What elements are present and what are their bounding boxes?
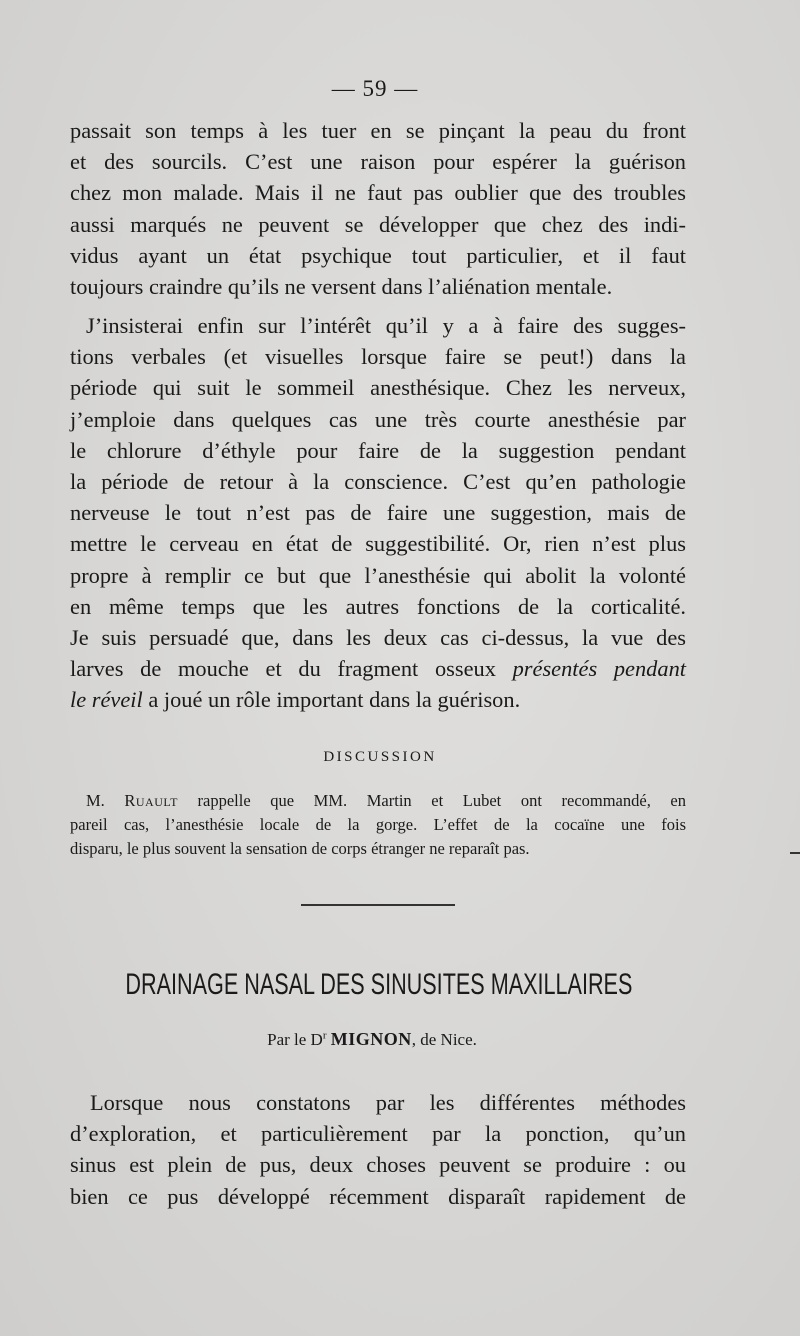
text-line: propre à remplir ce but que l’anesthésie qui abolit la volonté <box>70 562 686 588</box>
text-line: période qui suit le sommeil anesthésique. Chez les nerveux, <box>70 375 686 401</box>
text-line: mettre le cerveau en état de suggestibilité. Or, rien n’est plus <box>70 531 686 557</box>
discussion-paragraph <box>70 789 686 861</box>
text-line: Lorsque nous constatons par les différentes méthodes <box>90 1090 686 1115</box>
paragraph-article-intro <box>70 1087 686 1212</box>
paragraph-continuation <box>70 115 686 302</box>
section-divider <box>301 904 455 906</box>
author-name: MIGNON <box>330 1029 412 1049</box>
text-line: sinus est plein de pus, deux choses peuvent se produire : ou <box>70 1152 686 1178</box>
text-line: Je suis persuadé que, dans les deux cas ci-dessus, la vue des <box>70 625 686 651</box>
text-line: toujours craindre qu’ils ne versent dans l’aliénation mentale. <box>70 274 613 300</box>
margin-mark <box>790 852 800 854</box>
byline-suffix: , de Nice. <box>411 1030 477 1049</box>
text-line: nerveuse le tout n’est pas de faire une suggestion, mais de <box>70 500 686 526</box>
text-line: J’insisterai enfin sur l’intérêt qu’il y a à faire des sugges- <box>86 313 686 338</box>
italic-text: présentés pendant <box>512 656 686 682</box>
text-span: larves de mouche et du fragment osseux <box>70 656 513 682</box>
italic-text: le réveil <box>70 687 143 713</box>
text-line: d’exploration, et particulièrement par la ponction, qu’un <box>70 1121 686 1147</box>
paragraph-suggestion <box>70 310 686 716</box>
text-line: la période de retour à la conscience. C’est qu’en pathologie <box>70 469 686 495</box>
byline-sup: r <box>322 1029 327 1042</box>
text-line: chez mon malade. Mais il ne faut pas oublier que des troubles <box>70 180 686 206</box>
text-line: tions verbales (et visuelles lorsque faire se peut!) dans la <box>70 344 686 370</box>
text-line: en même temps que les autres fonctions de la corticalité. <box>70 593 686 619</box>
text-line: pareil cas, l’anesthésie locale de la gorge. L’effet de la cocaïne une fois <box>70 815 686 834</box>
discussion-heading: DISCUSSION <box>323 749 437 765</box>
text-line: vidus ayant un état psychique tout particulier, et il faut <box>70 242 686 268</box>
text-line: aussi marqués ne peuvent se développer que chez des indi- <box>70 211 686 237</box>
byline-prefix: Par le D <box>267 1030 323 1049</box>
speaker-name: Ruault <box>124 791 178 810</box>
text-line: et des sourcils. C’est une raison pour espérer la guérison <box>70 149 686 175</box>
text-line <box>70 653 686 684</box>
text-line <box>70 789 686 813</box>
byline <box>0 1029 744 1050</box>
text-line: bien ce pus développé récemment disparaît rapidement de <box>70 1183 686 1209</box>
page-number: — 59 — <box>331 76 419 101</box>
text-span: M. <box>86 791 125 810</box>
article-title: DRAINAGE NASAL DES SINUSITES MAXILLAIRES <box>125 968 633 1001</box>
text-line: passait son temps à les tuer en se pinçant la peau du front <box>70 118 686 143</box>
text-line: le chlorure d’éthyle pour faire de la suggestion pendant <box>70 437 686 463</box>
text-span: a joué un rôle important dans la guérison. <box>142 687 521 713</box>
text-span: rappelle que MM. Martin et Lubet ont recommandé, en <box>177 791 686 810</box>
text-line: disparu, le plus souvent la sensation de corps étranger ne reparaît pas. <box>70 839 530 858</box>
text-line: j’emploie dans quelques cas une très courte anesthésie par <box>70 406 686 432</box>
text-line <box>70 684 686 715</box>
